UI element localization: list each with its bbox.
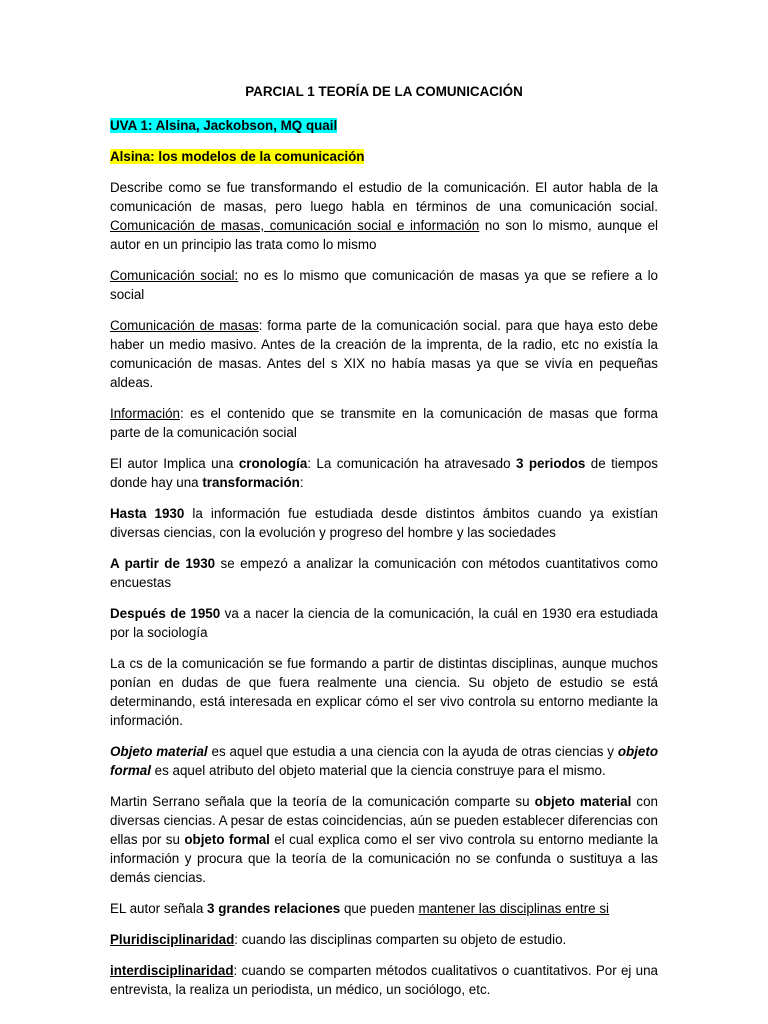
- text-run: : La comunicación ha atravesado: [307, 456, 516, 471]
- bold-text: objeto material: [534, 794, 632, 809]
- uva-heading-text: UVA 1: Alsina, Jackobson, MQ quail: [110, 118, 338, 133]
- text-run: no es lo mismo que comunicación de masas ya que se refiere a lo social: [110, 268, 658, 302]
- text-run: Martin Serrano señala que la teoría de la comunicación comparte su: [110, 794, 535, 809]
- bold-text: A partir de 1930: [110, 556, 216, 571]
- paragraph-ciencia: La cs de la comunicación se fue formando a partir de distintas disciplinas, aunque muchos ponían en dudas de que fuera realmente una ciencia. Su objeto de estudio se está determinando, está interesada en explicar cómo el ser vivo controla su entorno mediante la información.: [110, 656, 658, 728]
- paragraph-despues-1950: [110, 604, 658, 642]
- paragraph-comunicacion-masas: [110, 316, 658, 392]
- text-run: : cuando las disciplinas comparten su objeto de estudio.: [234, 932, 567, 947]
- paragraph-interdisciplinaridad: [110, 961, 658, 999]
- text-run: El autor Implica una: [110, 456, 239, 471]
- bold-text: transformación: [202, 475, 300, 490]
- paragraph-pluridisciplinaridad: [110, 930, 658, 949]
- text-run: se empezó a analizar la comunicación con métodos cuantitativos como encuestas: [110, 556, 659, 590]
- bold-text: objeto formal: [184, 832, 270, 847]
- term-interdisciplinaridad: interdisciplinaridad: [110, 963, 234, 978]
- paragraph-informacion: [110, 404, 658, 442]
- bold-italic-text: objeto formal: [110, 744, 659, 778]
- text-run: de tiempos donde hay una: [110, 456, 658, 490]
- bold-italic-text: Objeto material: [110, 744, 208, 759]
- text-run: es aquel atributo del objeto material que la ciencia construye para el mismo.: [150, 763, 606, 778]
- bold-text: 3 grandes relaciones: [207, 901, 341, 916]
- document-title: PARCIAL 1 TEORÍA DE LA COMUNICACIÓN: [245, 84, 523, 99]
- text-run: Describe como se fue transformando el estudio de la comunicación. El autor habla de la comunicación de masas, pero luego habla en términos de una comunicación social.: [110, 180, 658, 214]
- term-comunicacion-social: Comunicación social:: [110, 268, 239, 283]
- paragraph-cronologia: [110, 454, 658, 492]
- underlined-text: mantener las disciplinas entre si: [418, 901, 609, 916]
- term-pluridisciplinaridad: Pluridisciplinaridad: [110, 932, 235, 947]
- text-run: :: [299, 475, 304, 490]
- paragraph-relaciones: [110, 899, 658, 918]
- text-run: no son lo mismo, aunque el autor en un principio las trata como lo mismo: [110, 218, 659, 252]
- paragraph-intro: [110, 178, 658, 254]
- bold-text: 3 periodos: [515, 456, 586, 471]
- alsina-heading: [110, 147, 658, 166]
- text-run: con diversas ciencias. A pesar de estas coincidencias, aún se pueden establecer diferencias con ellas por su: [110, 794, 658, 847]
- paragraph-objeto: [110, 742, 658, 780]
- text-run: : forma parte de la comunicación social. para que haya esto debe haber un medio masivo. Antes de la creación de la imprenta, de la radio, etc no existía la comunicación de masas. Antes del s XIX no había masas ya que se vivía en pequeñas aldeas.: [110, 318, 659, 390]
- uva-heading: [110, 116, 658, 135]
- bold-text: Después de 1950: [110, 606, 221, 621]
- text-run: es aquel que estudia a una ciencia con la ayuda de otras ciencias y: [207, 744, 618, 759]
- text-run: el cual explica como el ser vivo controla su entorno mediante la información y procura que la teoría de la comunicación no se confunda o sustituya a las demás ciencias.: [110, 832, 659, 885]
- term-informacion: Información: [110, 406, 180, 421]
- text-run: : cuando se comparten métodos cualitativos o cuantitativos. Por ej una entrevista, la realiza un periodista, un médico, un sociólogo, etc.: [110, 963, 658, 997]
- underlined-text: Comunicación de masas, comunicación social e información: [110, 218, 480, 233]
- text-run: va a nacer la ciencia de la comunicación, la cuál en 1930 era estudiada por la sociología: [110, 606, 658, 640]
- paragraph-hasta-1930: [110, 504, 658, 542]
- text-run: EL autor señala: [110, 901, 208, 916]
- bold-text: cronología: [238, 456, 308, 471]
- bold-text: Hasta 1930: [110, 506, 185, 521]
- paragraph-martin-serrano: [110, 792, 658, 887]
- text-run: que pueden: [340, 901, 419, 916]
- paragraph-partir-1930: [110, 554, 658, 592]
- alsina-heading-text: Alsina: los modelos de la comunicación: [110, 149, 365, 164]
- text-run: : es el contenido que se transmite en la comunicación de masas que forma parte de la comunicación social: [110, 406, 658, 440]
- term-comunicacion-masas: Comunicación de masas: [110, 318, 259, 333]
- document-page: [110, 82, 658, 1011]
- paragraph-comunicacion-social: [110, 266, 658, 304]
- text-run: la información fue estudiada desde distintos ámbitos cuando ya existían diversas ciencias, con la evolución y progreso del hombre y las sociedades: [110, 506, 658, 540]
